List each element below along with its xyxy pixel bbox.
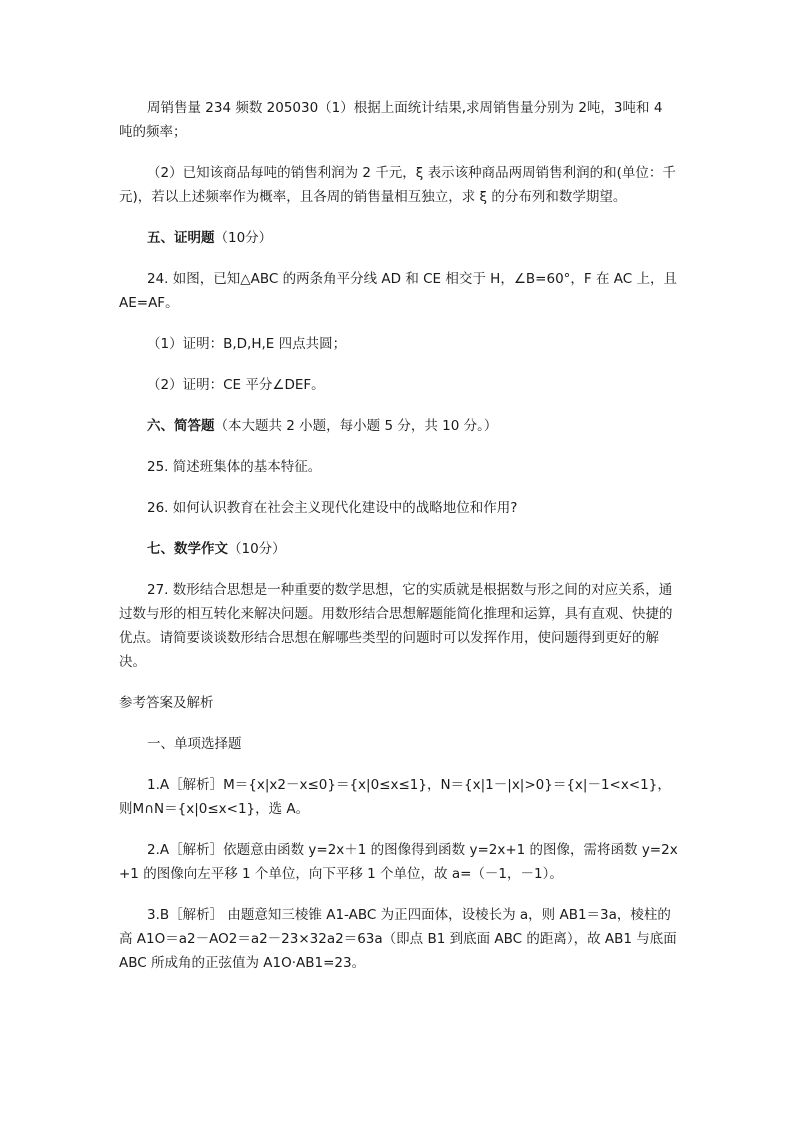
answer-3: 3.B［解析］ 由题意知三棱锥 A1-ABC 为正四面体，设棱长为 a，则 AB1＝3a，棱柱的高 A1O＝a2－AO2＝a2－23×32a2＝63a（即点 B1 到底面 ABC 的距离），故 AB1 与底面 ABC 所成角的正弦值为 A1O·AB1=23。 bbox=[119, 907, 677, 971]
section-score: （本大题共 2 小题，每小题 5 分，共 10 分。） bbox=[214, 418, 498, 434]
question-25: 25. 简述班集体的基本特征。 bbox=[147, 459, 322, 475]
section-title: 七、数学作文 bbox=[147, 541, 228, 557]
question-24-part-2: （2）证明：CE 平分∠DEF。 bbox=[147, 377, 325, 393]
section-heading-math-essay bbox=[119, 537, 679, 561]
section-heading-short-answer bbox=[119, 414, 679, 438]
document-page bbox=[119, 96, 679, 975]
section-title: 五、证明题 bbox=[147, 230, 215, 246]
answers-section-1-heading: 一、单项选择题 bbox=[147, 736, 242, 752]
section-score: （10分） bbox=[228, 541, 286, 557]
answers-heading: 参考答案及解析 bbox=[119, 695, 214, 711]
paragraph-profit-distribution: （2）已知该商品每吨的销售利润为 2 千元，ξ 表示该种商品两周销售利润的和(单位：千元)，若以上述频率作为概率，且各周的销售量相互独立，求 ξ 的分布列和数学期望。 bbox=[119, 165, 676, 205]
question-24: 24. 如图，已知△ABC 的两条角平分线 AD 和 CE 相交于 H，∠B=60°，F 在 AC 上，且 AE=AF。 bbox=[119, 271, 677, 311]
answer-2: 2.A［解析］依题意由函数 y=2x＋1 的图像得到函数 y=2x+1 的图像，需将函数 y=2x+1 的图像向左平移 1 个单位，向下平移 1 个单位，故 a=（－1，－1）。 bbox=[119, 842, 678, 882]
section-heading-proof bbox=[119, 226, 679, 250]
question-26: 26. 如何认识教育在社会主义现代化建设中的战略地位和作用? bbox=[147, 500, 518, 516]
section-title: 六、简答题 bbox=[147, 418, 215, 434]
answer-1: 1.A［解析］M＝{x|x2－x≤0}＝{x|0≤x≤1}，N＝{x|1－|x|>0}＝{x|－1<x<1}，则M∩N＝{x|0≤x<1}，选 A。 bbox=[119, 777, 671, 817]
section-score: （10分） bbox=[214, 230, 273, 246]
paragraph-sales-frequency: 周销售量 234 频数 205030（1）根据上面统计结果,求周销售量分别为 2吨，3吨和 4 吨的频率； bbox=[119, 100, 663, 140]
question-24-part-1: （1）证明：B,D,H,E 四点共圆； bbox=[147, 336, 347, 352]
question-27: 27. 数形结合思想是一种重要的数学思想，它的实质就是根据数与形之间的对应关系，通过数与形的相互转化来解决问题。用数形结合思想解题能简化推理和运算，具有直观、快捷的优点。请简要谈谈数形结合思想在解哪些类型的问题时可以发挥作用，使问题得到更好的解决。 bbox=[119, 582, 673, 670]
